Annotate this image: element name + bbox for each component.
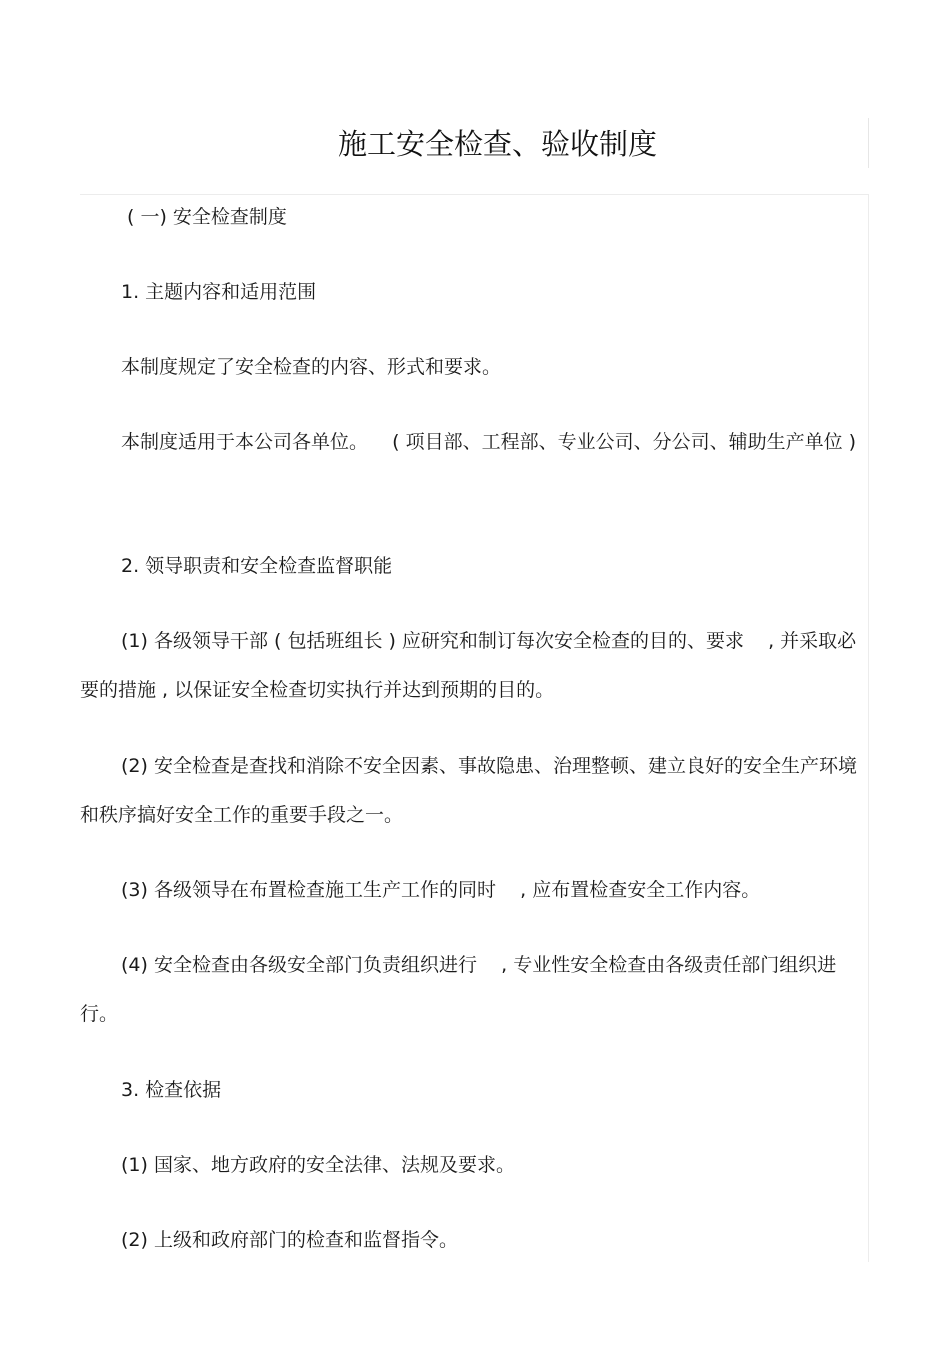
paragraph: (1) 各级领导干部 ( 包括班组长 ) 应研究和制订每次安全检查的目的、要求 , 并采取必要的措施 , 以保证安全检查切实执行并达到预期的目的。: [80, 630, 857, 701]
paragraph: 本制度适用于本公司各单位。 ( 项目部、工程部、专业公司、分公司、辅助生产单位 ): [121, 431, 857, 453]
section-heading: ( 一) 安全检查制度: [127, 206, 287, 228]
paragraph: 本制度规定了安全检查的内容、形式和要求。: [121, 356, 502, 378]
paragraph: (4) 安全检查由各级安全部门负责组织进行 , 专业性安全检查由各级责任部门组织进行。: [80, 954, 837, 1025]
page-edge-line: [868, 194, 869, 1262]
document-title: 施工安全检查、验收制度: [337, 127, 657, 161]
paragraph: (2) 安全检查是查找和消除不安全因素、事故隐患、治理整顿、建立良好的安全生产环境和秩序搞好安全工作的重要手段之一。: [80, 755, 857, 826]
paragraph: (3) 各级领导在布置检查施工生产工作的同时 , 应布置检查安全工作内容。: [121, 879, 761, 901]
paragraph: (1) 国家、地方政府的安全法律、法规及要求。: [121, 1154, 515, 1176]
subsection-heading: 1. 主题内容和适用范围: [121, 281, 317, 303]
subsection-heading: 2. 领导职责和安全检查监督职能: [121, 555, 393, 577]
subsection-heading: 3. 检查依据: [121, 1079, 222, 1101]
paragraph: (2) 上级和政府部门的检查和监督指令。: [121, 1229, 458, 1251]
